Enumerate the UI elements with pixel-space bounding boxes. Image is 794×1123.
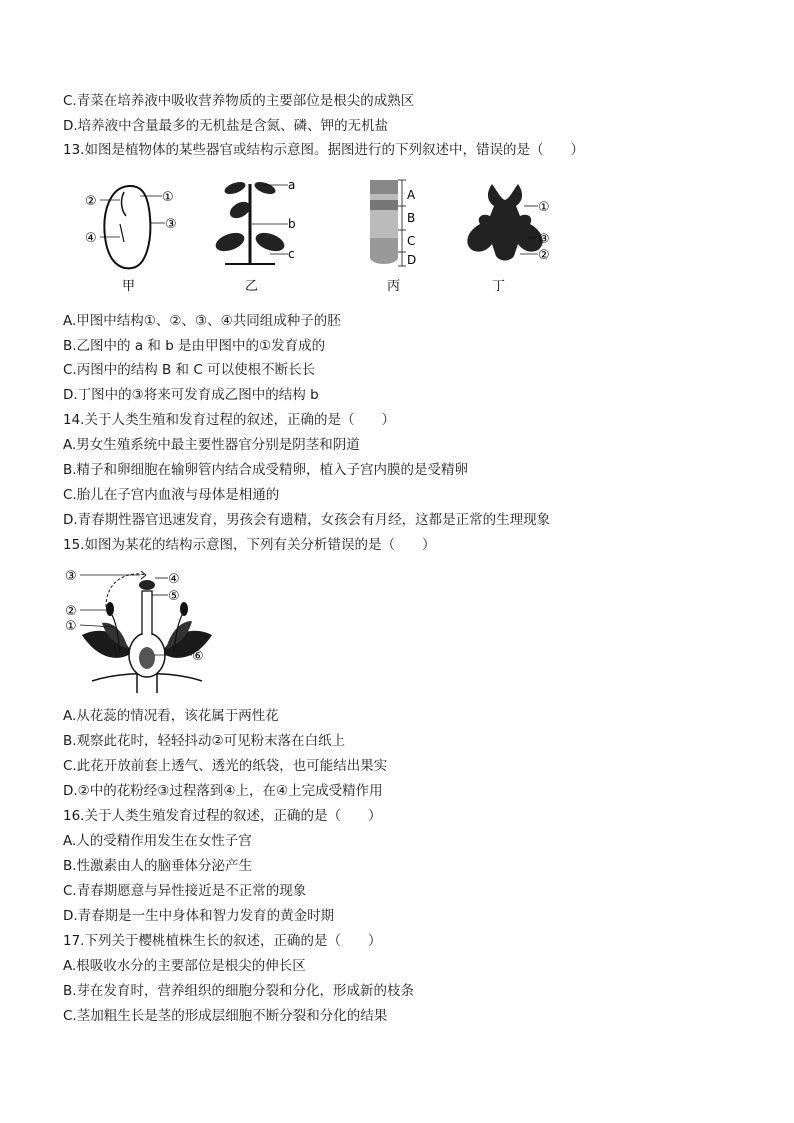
shoot-diagram	[213, 178, 295, 264]
option-line: C.丙图中的结构 B 和 C 可以使根不断长长	[63, 362, 316, 378]
seed-diagram	[85, 186, 177, 268]
option-line: B.芽在发育时，营养组织的细胞分裂和分化，形成新的枝条	[63, 983, 415, 999]
option-line: D.丁图中的③将来可发育成乙图中的结构 b	[63, 387, 319, 403]
option-line: D.②中的花粉经③过程落到④上，在④上完成受精作用	[63, 783, 383, 799]
root-label-A: A	[407, 188, 416, 202]
seed-label-2: ②	[85, 194, 97, 209]
question-13: 13.如图是植物体的某些器官或结构示意图。据图进行的下列叙述中，错误的是（ ）	[63, 142, 584, 158]
question-16: 16.关于人类生殖发育过程的叙述，正确的是（ ）	[63, 808, 382, 824]
shoot-label-a: a	[288, 178, 296, 192]
seed-label-3: ③	[165, 217, 177, 232]
option-line: D.青春期是一生中身体和智力发育的黄金时期	[63, 908, 335, 924]
flower-label-3: ③	[65, 569, 77, 584]
option-line: B.乙图中的 a 和 b 是由甲图中的①发育成的	[63, 338, 326, 354]
option-line: B.性激素由人的脑垂体分泌产生	[63, 858, 253, 874]
option-line: C.此花开放前套上透气、透光的纸袋，也可能结出果实	[63, 758, 388, 774]
flower-label-6: ⑥	[192, 649, 204, 664]
root-label-B: B	[407, 211, 416, 225]
caption-ding: 丁	[492, 279, 506, 294]
shoot-label-c: c	[288, 247, 295, 261]
option-line: A.男女生殖系统中最主要性器官分别是阴茎和阴道	[63, 437, 360, 453]
flower-label-1: ①	[65, 619, 77, 634]
caption-bing: 丙	[387, 279, 401, 294]
option-line: C.青春期愿意与异性接近是不正常的现象	[63, 883, 307, 899]
option-line: A.根吸收水分的主要部位是根尖的伸长区	[63, 958, 306, 974]
root-tip-diagram	[370, 180, 416, 267]
root-label-C: C	[407, 234, 416, 248]
question-15: 15.如图为某花的结构示意图，下列有关分析错误的是（ ）	[63, 537, 436, 553]
question-14: 14.关于人类生殖和发育过程的叙述，正确的是（ ）	[63, 412, 395, 428]
seed-label-1: ①	[162, 190, 174, 205]
bud-label-1: ①	[538, 200, 550, 215]
caption-jia: 甲	[122, 279, 136, 294]
caption-yi: 乙	[245, 279, 259, 294]
option-line: B.精子和卵细胞在输卵管内结合成受精卵，植入子宫内膜的是受精卵	[63, 462, 469, 478]
option-line: A.人的受精作用发生在女性子宫	[63, 833, 252, 849]
flower-label-4: ④	[168, 572, 180, 587]
option-line: C.茎加粗生长是茎的形成层细胞不断分裂和分化的结果	[63, 1008, 388, 1024]
root-label-D: D	[407, 253, 417, 267]
figure-13	[80, 172, 560, 297]
bud-diagram	[467, 184, 549, 263]
option-line: D.青春期性器官迅速发育，男孩会有遗精，女孩会有月经，这都是正常的生理现象	[63, 512, 551, 528]
shoot-label-b: b	[288, 217, 296, 231]
figure-15-flower	[62, 563, 227, 695]
option-line: A.甲图中结构①、②、③、④共同组成种子的胚	[63, 313, 341, 329]
option-line: C.青菜在培养液中吸收营养物质的主要部位是根尖的成熟区	[63, 93, 415, 109]
question-17: 17.下列关于樱桃植株生长的叙述，正确的是（ ）	[63, 933, 382, 949]
flower-label-2: ②	[65, 604, 77, 619]
seed-label-4: ④	[85, 231, 97, 246]
option-line: C.胎儿在子宫内血液与母体是相通的	[63, 487, 280, 503]
flower-label-5: ⑤	[168, 589, 180, 604]
bud-label-2: ②	[538, 248, 550, 263]
option-line: D.培养液中含量最多的无机盐是含氮、磷、钾的无机盐	[63, 118, 389, 134]
option-line: A.从花蕊的情况看，该花属于两性花	[63, 708, 279, 724]
option-line: B.观察此花时，轻轻抖动②可见粉末落在白纸上	[63, 733, 346, 749]
bud-label-3: ③	[538, 232, 550, 247]
